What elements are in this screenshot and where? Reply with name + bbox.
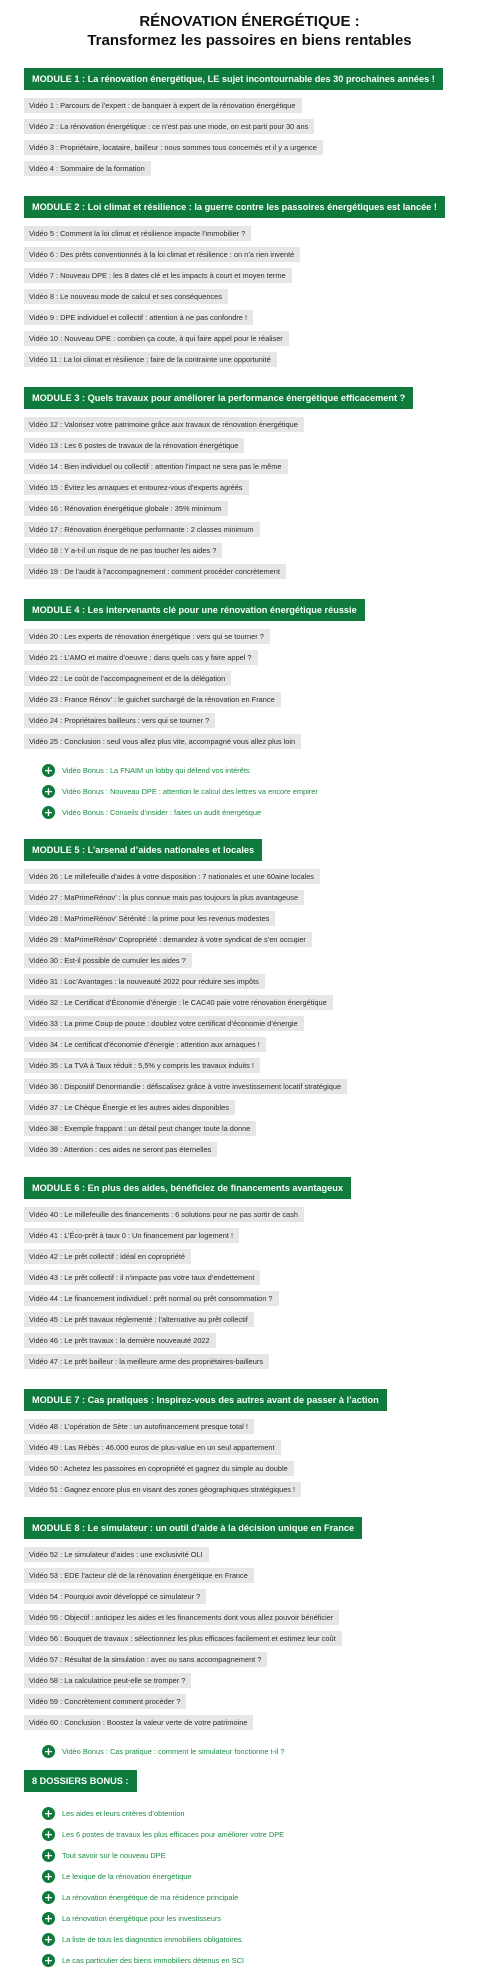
video-item: Vidéo 43 : Le prêt collectif : il n’impacte pas votre taux d’endettement	[24, 1270, 260, 1285]
module-heading: MODULE 1 : La rénovation énergétique, LE sujet incontournable des 30 prochaines années !	[24, 68, 443, 90]
video-item: Vidéo 34 : Le certificat d’économie d’énergie : attention aux arnaques !	[24, 1037, 266, 1052]
video-item: Vidéo 42 : Le prêt collectif : idéal en copropriété	[24, 1249, 191, 1264]
module-heading: MODULE 7 : Cas pratiques : Inspirez-vous des autres avant de passer à l’action	[24, 1389, 387, 1411]
video-item: Vidéo 10 : Nouveau DPE : combien ça coute, à qui faire appel pour le réaliser	[24, 331, 289, 346]
plus-circle-icon: +	[43, 1890, 54, 1904]
video-item: Vidéo 47 : Le prêt bailleur : la meilleure arme des propriétaires-bailleurs	[24, 1354, 269, 1369]
bonus-video-item	[24, 805, 499, 819]
video-list	[24, 1207, 499, 1369]
bonus-dossier-label: La rénovation énergétique pour les investisseurs	[62, 1913, 221, 1923]
module-7	[24, 1389, 499, 1497]
plus-circle-icon: +	[43, 1932, 54, 1946]
bonus-dossier-item	[24, 1932, 499, 1946]
module-3	[24, 387, 499, 579]
plus-circle-icon: +	[43, 1911, 54, 1925]
video-item: Vidéo 11 : La loi climat et résilience : faire de la contrainte une opportunité	[24, 352, 277, 367]
page-title-line-2: Transformez les passoires en biens rentables	[87, 32, 412, 49]
video-item: Vidéo 49 : Las Rébès : 46.000 euros de plus-value en un seul appartement	[24, 1440, 281, 1455]
video-item: Vidéo 31 : Loc’Avantages : la nouveauté 2022 pour réduire ses impôts	[24, 974, 265, 989]
bonus-dossiers-section	[24, 1770, 499, 1967]
video-item: Vidéo 52 : Le simulateur d’aides : une exclusivité OLI	[24, 1547, 209, 1562]
video-list	[24, 226, 499, 367]
video-item: Vidéo 51 : Gagnez encore plus en visant des zones géographiques stratégiques !	[24, 1482, 301, 1497]
video-item: Vidéo 53 : EDE l’acteur clé de la rénovation énergétique en France	[24, 1568, 254, 1583]
video-item: Vidéo 25 : Conclusion : seul vous allez plus vite, accompagné vous allez plus loin	[24, 734, 301, 749]
video-item: Vidéo 48 : L’opération de Sète : un autofinancement presque total !	[24, 1419, 254, 1434]
module-heading: MODULE 6 : En plus des aides, bénéficiez de financements avantageux	[24, 1177, 351, 1199]
bonus-dossier-label: La liste de tous les diagnostics immobiliers obligatoires	[62, 1934, 242, 1944]
plus-circle-icon: +	[43, 1744, 54, 1758]
bonus-dossiers-heading: 8 DOSSIERS BONUS :	[24, 1770, 137, 1792]
bonus-dossier-label: Le cas particulier des biens immobiliers détenus en SCI	[62, 1955, 244, 1965]
bonus-dossier-label: Le lexique de la rénovation énergétique	[62, 1871, 192, 1881]
video-item: Vidéo 13 : Les 6 postes de travaux de la rénovation énergétique	[24, 438, 244, 453]
video-item: Vidéo 56 : Bouquet de travaux : sélectionnez les plus efficaces facilement et estimez leur coût	[24, 1631, 342, 1646]
module-heading: MODULE 3 : Quels travaux pour améliorer la performance énergétique efficacement ?	[24, 387, 413, 409]
bonus-video-list	[24, 1744, 499, 1758]
video-item: Vidéo 45 : Le prêt travaux réglementé : l’alternative au prêt collectif	[24, 1312, 254, 1327]
bonus-video-item	[24, 1744, 499, 1758]
video-item: Vidéo 6 : Des prêts conventionnés à la loi climat et résilience : on n’a rien inventé	[24, 247, 300, 262]
plus-circle-icon: +	[43, 1827, 54, 1841]
bonus-dossier-item	[24, 1953, 499, 1967]
video-list	[24, 98, 499, 176]
module-2	[24, 196, 499, 367]
video-item: Vidéo 40 : Le millefeuille des financements : 6 solutions pour ne pas sortir de cash	[24, 1207, 304, 1222]
bonus-video-label: Vidéo Bonus : La FNAIM un lobby qui défend vos intérêts	[62, 765, 250, 775]
bonus-video-label: Vidéo Bonus : Nouveau DPE : attention le calcul des lettres va encore empirer	[62, 786, 318, 796]
plus-circle-icon: +	[43, 763, 54, 777]
video-item: Vidéo 23 : France Rénov’ : le guichet surchargé de la rénovation en France	[24, 692, 281, 707]
module-heading: MODULE 5 : L’arsenal d’aides nationales et locales	[24, 839, 262, 861]
video-item: Vidéo 44 : Le financement individuel : prêt normal ou prêt consommation ?	[24, 1291, 279, 1306]
video-item: Vidéo 54 : Pourquoi avoir développé ce simulateur ?	[24, 1589, 206, 1604]
video-item: Vidéo 3 : Propriétaire, locataire, bailleur : nous sommes tous concernés et il y a urgence	[24, 140, 323, 155]
video-item: Vidéo 15 : Évitez les arnaques et entourez-vous d’experts agréés	[24, 480, 249, 495]
video-item: Vidéo 14 : Bien individuel ou collectif : attention l’impact ne sera pas le même	[24, 459, 288, 474]
bonus-video-label: Vidéo Bonus : Conseils d’insider : faites un audit énergétique	[62, 807, 262, 817]
video-item: Vidéo 36 : Dispositif Denormandie : défiscalisez grâce à votre investissement locatif stratégique	[24, 1079, 347, 1094]
video-item: Vidéo 22 : Le coût de l’accompagnement et de la délégation	[24, 671, 231, 686]
video-item: Vidéo 2 : La rénovation énergétique : ce n’est pas une mode, on est parti pour 30 ans	[24, 119, 314, 134]
bonus-dossier-label: Les aides et leurs critères d’obtention	[62, 1808, 185, 1818]
video-item: Vidéo 7 : Nouveau DPE : les 8 dates clé et les impacts à court et moyen terme	[24, 268, 292, 283]
video-item: Vidéo 33 : La prime Coup de pouce : doublez votre certificat d’économie d’énergie	[24, 1016, 304, 1031]
video-item: Vidéo 19 : De l’audit à l’accompagnement : comment procéder concrètement	[24, 564, 286, 579]
bonus-dossier-item	[24, 1848, 499, 1862]
page-title-line-1: RÉNOVATION ÉNERGÉTIQUE :	[139, 13, 360, 30]
video-item: Vidéo 24 : Propriétaires bailleurs : vers qui se tourner ?	[24, 713, 215, 728]
video-item: Vidéo 8 : Le nouveau mode de calcul et ses conséquences	[24, 289, 228, 304]
video-item: Vidéo 46 : Le prêt travaux : la dernière nouveauté 2022	[24, 1333, 216, 1348]
video-item: Vidéo 55 : Objectif : anticipez les aides et les financements dont vous allez pouvoir bénéficier	[24, 1610, 339, 1625]
plus-circle-icon: +	[43, 805, 54, 819]
module-5	[24, 839, 499, 1157]
video-list	[24, 1547, 499, 1730]
video-item: Vidéo 26 : Le millefeuille d’aides à votre disposition : 7 nationales et une 60aine locales	[24, 869, 320, 884]
video-item: Vidéo 28 : MaPrimeRénov’ Sérénité : la prime pour les revenus modestes	[24, 911, 275, 926]
video-item: Vidéo 27 : MaPrimeRénov’ : la plus connue mais pas toujours la plus avantageuse	[24, 890, 304, 905]
video-item: Vidéo 35 : La TVA à Taux réduit : 5,5% y compris les travaux induits !	[24, 1058, 260, 1073]
module-heading: MODULE 2 : Loi climat et résilience : la guerre contre les passoires énergétiques est lancée !	[24, 196, 445, 218]
bonus-dossier-item	[24, 1827, 499, 1841]
bonus-dossier-item	[24, 1806, 499, 1820]
module-6	[24, 1177, 499, 1369]
bonus-dossiers-list	[24, 1806, 499, 1967]
video-item: Vidéo 60 : Conclusion : Boostez la valeur verte de votre patrimoine	[24, 1715, 253, 1730]
bonus-dossier-item	[24, 1890, 499, 1904]
bonus-dossier-label: La rénovation énergétique de ma résidence principale	[62, 1892, 239, 1902]
bonus-video-item	[24, 784, 499, 798]
module-1	[24, 68, 499, 176]
bonus-dossier-item	[24, 1869, 499, 1883]
video-item: Vidéo 50 : Achetez les passoires en copropriété et gagnez du simple au double	[24, 1461, 294, 1476]
bonus-video-list	[24, 763, 499, 819]
video-item: Vidéo 59 : Concrètement comment procéder ?	[24, 1694, 186, 1709]
plus-circle-icon: +	[43, 1869, 54, 1883]
video-list	[24, 869, 499, 1157]
video-item: Vidéo 17 : Rénovation énergétique performante : 2 classes minimum	[24, 522, 260, 537]
module-heading: MODULE 4 : Les intervenants clé pour une rénovation énergétique réussie	[24, 599, 365, 621]
bonus-dossier-label: Tout savoir sur le nouveau DPE	[62, 1850, 166, 1860]
video-item: Vidéo 16 : Rénovation énergétique globale : 35% minimum	[24, 501, 228, 516]
module-8	[24, 1517, 499, 1758]
plus-circle-icon: +	[43, 1953, 54, 1967]
video-item: Vidéo 30 : Est-il possible de cumuler les aides ?	[24, 953, 192, 968]
video-list	[24, 1419, 499, 1497]
video-item: Vidéo 12 : Valorisez votre patrimoine grâce aux travaux de rénovation énergétique	[24, 417, 304, 432]
bonus-video-label: Vidéo Bonus : Cas pratique : comment le simulateur fonctionne t-il ?	[62, 1746, 285, 1756]
video-item: Vidéo 5 : Comment la loi climat et résilience impacte l’immobilier ?	[24, 226, 251, 241]
video-item: Vidéo 58 : La calculatrice peut-elle se tromper ?	[24, 1673, 191, 1688]
video-item: Vidéo 18 : Y a-t-il un risque de ne pas toucher les aides ?	[24, 543, 222, 558]
bonus-dossier-item	[24, 1911, 499, 1925]
page-title	[24, 0, 499, 50]
video-item: Vidéo 9 : DPE individuel et collectif : attention à ne pas confondre !	[24, 310, 253, 325]
video-item: Vidéo 20 : Les experts de rénovation énergétique : vers qui se tourner ?	[24, 629, 270, 644]
video-list	[24, 629, 499, 749]
video-item: Vidéo 57 : Résultat de la simulation : avec ou sans accompagnement ?	[24, 1652, 267, 1667]
video-item: Vidéo 1 : Parcours de l’expert : de banquier à expert de la rénovation énergétique	[24, 98, 302, 113]
video-list	[24, 417, 499, 579]
module-heading: MODULE 8 : Le simulateur : un outil d’aide à la décision unique en France	[24, 1517, 362, 1539]
plus-circle-icon: +	[43, 1806, 54, 1820]
video-item: Vidéo 29 : MaPrimeRénov’ Copropriété : demandez à votre syndicat de s’en occuper	[24, 932, 312, 947]
plus-circle-icon: +	[43, 1848, 54, 1862]
bonus-dossier-label: Les 6 postes de travaux les plus efficaces pour améliorer votre DPE	[62, 1829, 285, 1839]
video-item: Vidéo 4 : Sommaire de la formation	[24, 161, 151, 176]
video-item: Vidéo 32 : Le Certificat d’Économie d’énergie : le CAC40 paie votre rénovation énergétique	[24, 995, 333, 1010]
video-item: Vidéo 37 : Le Chèque Énergie et les autres aides disponibles	[24, 1100, 235, 1115]
module-list	[24, 68, 499, 1758]
video-item: Vidéo 41 : L’Éco-prêt à taux 0 : Un financement par logement !	[24, 1228, 239, 1243]
plus-circle-icon: +	[43, 784, 54, 798]
module-4	[24, 599, 499, 819]
video-item: Vidéo 38 : Exemple frappant : un détail peut changer toute la donne	[24, 1121, 256, 1136]
video-item: Vidéo 39 : Attention : ces aides ne seront pas éternelles	[24, 1142, 217, 1157]
bonus-video-item	[24, 763, 499, 777]
video-item: Vidéo 21 : L’AMO et maitre d’oeuvre : dans quels cas y faire appel ?	[24, 650, 258, 665]
